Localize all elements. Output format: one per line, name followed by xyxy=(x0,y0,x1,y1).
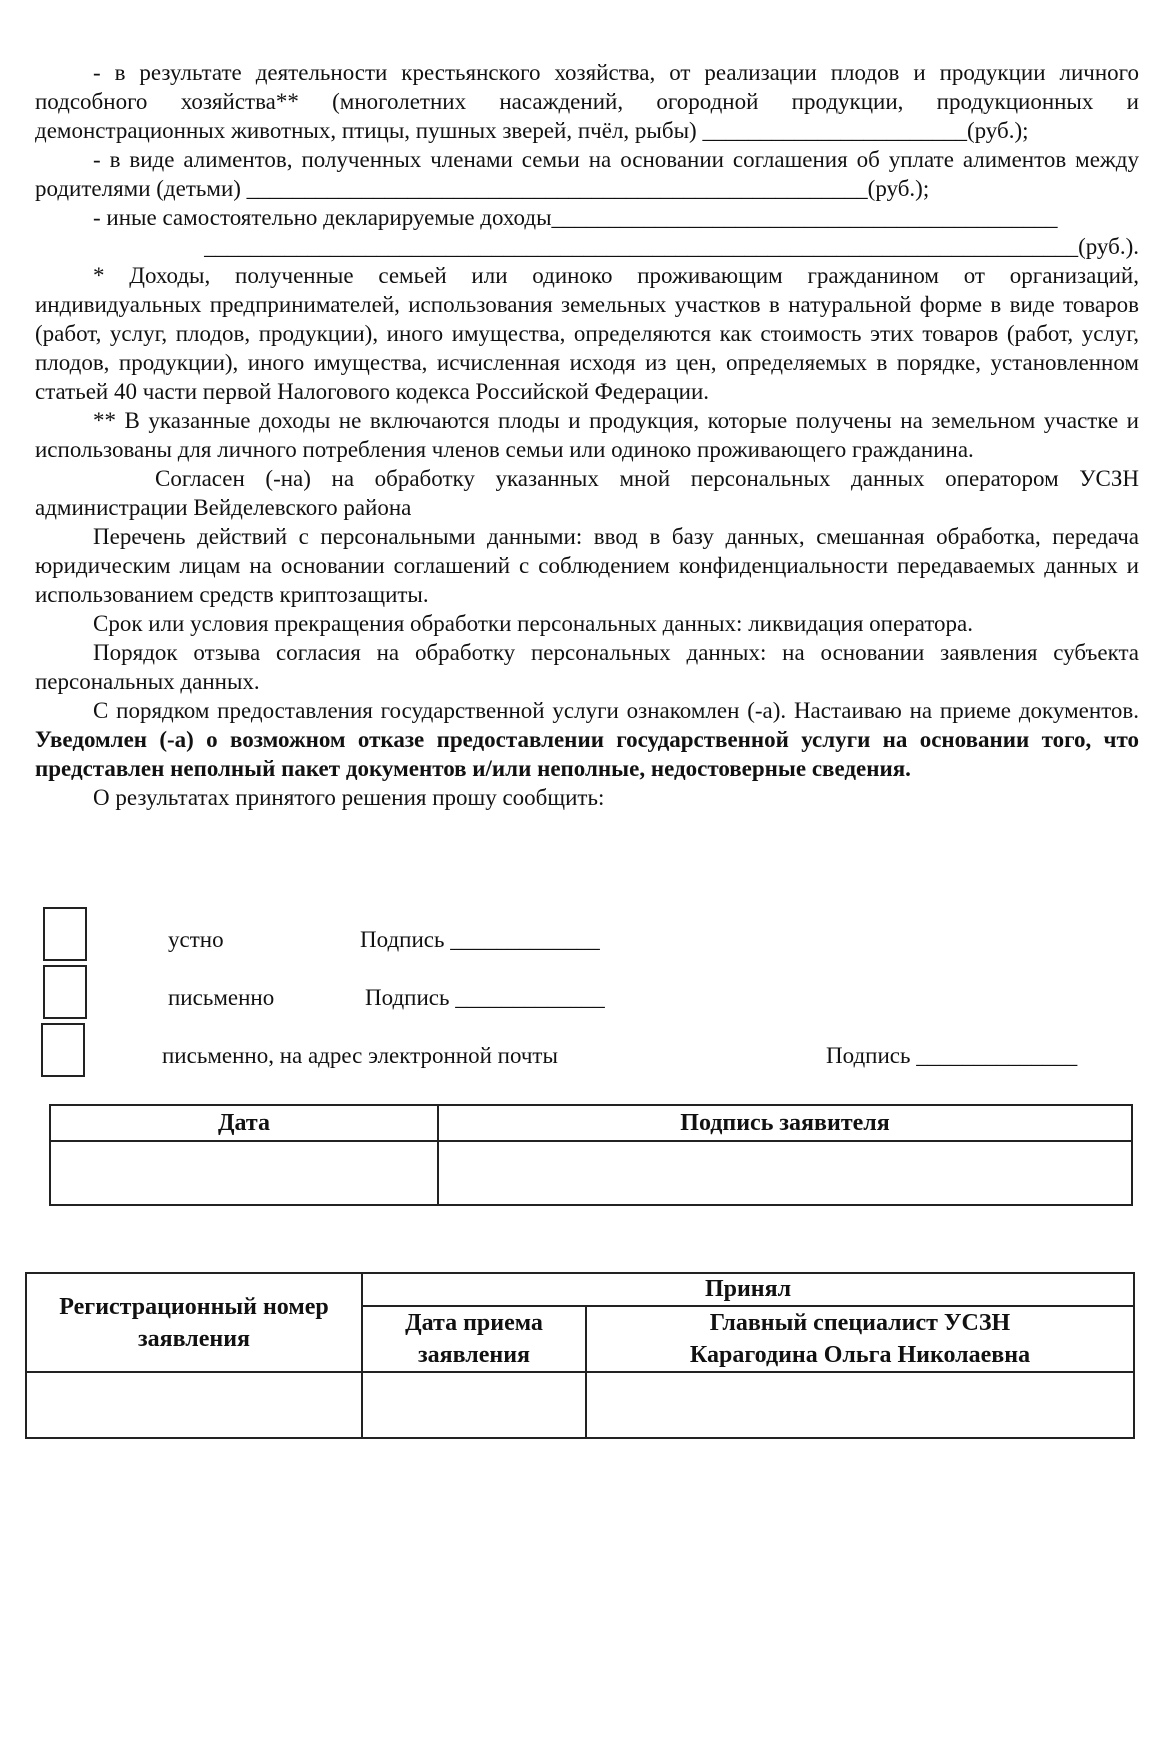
income-crops-item: - в результате деятельности крестьянского хозяйства, от реализации плодов и продукции личного подсобного хозяйства** (многолетних насаждений, огородной продукции, продукционных и демонстрационных животных, птицы, пушных зверей, пчёл, рыбы) _______________________(руб.); xyxy=(35,60,1139,143)
term-paragraph: Срок или условия прекращения обработки персональных данных: ликвидация оператора. xyxy=(93,611,974,636)
acceptance-table xyxy=(25,1272,1135,1439)
choice-label-oral: устно xyxy=(168,927,224,952)
checkbox-oral[interactable] xyxy=(43,907,87,961)
specialist-name: Карагодина Ольга Николаевна xyxy=(689,1342,1031,1368)
checkbox-email[interactable] xyxy=(41,1023,85,1077)
footnote-2: ** В указанные доходы не включаются плоды и продукция, которые получены на земельном участке и использованы для личного потребления членов семьи или одиноко проживающего гражданина. xyxy=(35,408,1139,462)
specialist-title: Главный специалист УСЗН xyxy=(709,1310,1011,1336)
results-paragraph: О результатах принятого решения прошу сообщить: xyxy=(93,785,605,810)
consent-paragraph: Согласен (-на) на обработку указанных мной персональных данных оператором УСЗН администрации Вейделевского района xyxy=(35,466,1139,520)
income-other-item: - иные самостоятельно декларируемые доходы____________________________________________ xyxy=(93,205,1058,230)
date-received-cell[interactable] xyxy=(362,1372,586,1438)
applicant-table xyxy=(49,1104,1133,1206)
checkbox-written[interactable] xyxy=(43,965,87,1019)
actions-paragraph: Перечень действий с персональными данными: ввод в базу данных, смешанная обработка, передача юридическим лицам на основании соглашений с соблюдением конфиденциальности передаваемых данных и использованием средств криптозащиты. xyxy=(35,524,1139,607)
signature-field-oral[interactable]: Подпись _____________ xyxy=(360,927,600,952)
applicant-signature-header: Подпись заявителя xyxy=(438,1105,1132,1141)
reg-number-cell[interactable] xyxy=(26,1372,362,1438)
warning-text: Уведомлен (-а) о возможном отказе предоставлении государственной услуги на основании того, что представлен неполный пакет документов и/или неполные, недостоверные сведения. xyxy=(35,727,1139,781)
choice-label-written: письменно xyxy=(168,985,275,1010)
acquainted-paragraph xyxy=(35,696,1139,783)
signature-field-email[interactable]: Подпись ______________ xyxy=(826,1043,1078,1068)
signature-field-written[interactable]: Подпись _____________ xyxy=(365,985,605,1010)
date-received-header: Дата приема заявления xyxy=(362,1306,586,1372)
accepted-header: Принял xyxy=(362,1273,1134,1306)
revoke-paragraph: Порядок отзыва согласия на обработку персональных данных: на основании заявления субъекта персональных данных. xyxy=(35,640,1139,694)
reg-number-header: Регистрационный номер заявления xyxy=(26,1273,362,1372)
specialist-cell[interactable] xyxy=(586,1372,1134,1438)
applicant-signature-cell[interactable] xyxy=(438,1141,1132,1205)
income-other-blank-line: ____________________________________________________________________________(руб.). xyxy=(204,234,1139,259)
applicant-date-cell[interactable] xyxy=(50,1141,438,1205)
document-body xyxy=(35,58,1139,812)
acquainted-text: С порядком предоставления государственной услуги ознакомлен (-а). Настаиваю на приеме документов. xyxy=(93,698,1139,723)
specialist-header xyxy=(586,1306,1134,1372)
income-alimony-item: - в виде алиментов, полученных членами семьи на основании соглашения об уплате алиментов между родителями (детьми) ______________________________________________________(руб.); xyxy=(35,147,1139,201)
applicant-date-header: Дата xyxy=(50,1105,438,1141)
footnote-1: * Доходы, полученные семьей или одиноко проживающим гражданином от организаций, индивидуальных предпринимателей, использования земельных участков в натуральной форме в виде товаров (работ, услуг, плодов, продукции), иного имущества, определяются как стоимость этих товаров (работ, услуг, плодов, продукции), иного имущества, исчисленная исходя из цен, определяемых в порядке, установленном статьей 40 части первой Налогового кодекса Российской Федерации. xyxy=(35,263,1139,404)
choice-label-email: письменно, на адрес электронной почты xyxy=(162,1043,558,1068)
